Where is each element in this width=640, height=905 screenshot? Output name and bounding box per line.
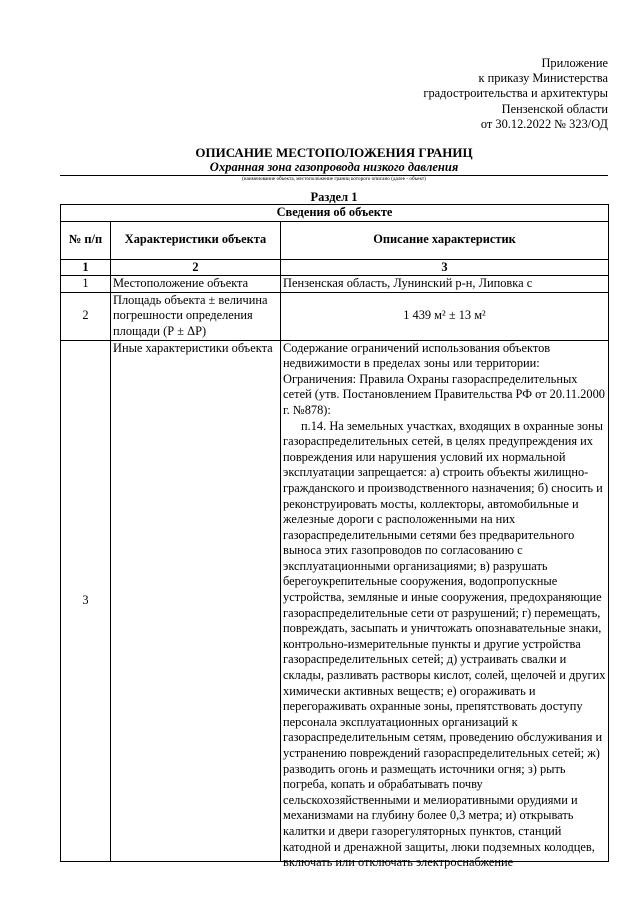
row-characteristic: Площадь объекта ± величина погрешности определения площади (Р ± ΔР) [111, 292, 281, 340]
table-header-row [61, 221, 609, 259]
appendix-line: Приложение [541, 56, 608, 70]
table-row [61, 276, 609, 293]
row-description: Пензенская область, Лунинский р-н, Липовка с [281, 276, 609, 293]
document-title: ОПИСАНИЕ МЕСТОПОЛОЖЕНИЯ ГРАНИЦ [195, 145, 473, 160]
column-number: 3 [281, 259, 609, 276]
object-name-caption: (наименование объекта, местоположение границ которого описано (далее - объект) [242, 176, 426, 182]
row-description [281, 340, 609, 870]
row-description: 1 439 м² ± 13 м² [281, 292, 609, 340]
row-number: 3 [61, 340, 111, 861]
appendix-date-line: от 30.12.2022 № 323/ОД [480, 116, 608, 131]
table-row [61, 292, 609, 340]
document-heading [60, 145, 608, 183]
appendix-line: к приказу Министерства [478, 71, 608, 86]
row-characteristic: Иные характеристики объекта [111, 340, 281, 861]
column-number: 2 [111, 259, 281, 276]
restrictions-intro: Содержание ограничений использования объектов недвижимости в пределах зоны или территории: Ограничения: Правила Охраны газораспределительных сетей (утв. Постановлением Правительства РФ от 20.11.2000 г. №878): [283, 340, 605, 417]
table-caption-row [61, 205, 609, 222]
row-number: 2 [61, 292, 111, 340]
object-name: Охранная зона газопровода низкого давления [209, 160, 459, 174]
header-characteristic: Характеристики объекта [111, 221, 281, 259]
header-description: Описание характеристик [281, 221, 609, 259]
table-row [61, 340, 609, 861]
table-caption: Сведения об объекте [61, 205, 609, 222]
column-number: 1 [61, 259, 111, 276]
restrictions-list: п.14. На земельных участках, входящих в охранные зоны газораспределительных сетей, в целях предупреждения их повреждения или нарушения условий их нормальной эксплуатации запрещается: а) строить объекты жилищно-гражданского и производственного назначения; б) сносить и реконструировать мосты, коллекторы, автомобильные и железные дороги с расположенными на них газораспределительными сетями без предварительного выноса этих газопроводов по согласованию с эксплуатационными организациями; в) разрушать берегоукрепительные сооружения, водопропускные устройства, земляные и иные сооружения, предохраняющие газораспределительные сети от разрушений; г) перемещать, повреждать, засыпать и уничтожать опознавательные знаки, контрольно-измерительные пункты и другие устройства газораспределительных сетей; д) устраивать свалки и склады, разливать растворы кислот, солей, щелочей и других химически активных веществ; е) огораживать и перегораживать охранные зоны, препятствовать доступу персонала эксплуатационных организаций к газораспределительным сетям, проведению обслуживания и устранению повреждений газораспределительных сетей; ж) разводить огонь и размещать источники огня; з) рыть погреба, копать и обрабатывать почву сельскохозяйственными и мелиоративными орудиями и механизмами на глубину более 0,3 метра; и) открывать калитки и двери газорегуляторных пунктов, станций катодной и дренажной защиты, люки подземных колодцев, включать или отключать электроснабжение [283, 418, 606, 870]
appendix-block [308, 56, 608, 132]
appendix-line: градостроительства и архитектуры [423, 86, 608, 101]
row-number: 1 [61, 276, 111, 293]
column-number-row [61, 259, 609, 276]
object-info-table [60, 204, 609, 870]
restrictions-text [283, 340, 606, 870]
row-characteristic: Местоположение объекта [111, 276, 281, 293]
section-title: Раздел 1 [310, 190, 358, 204]
appendix-line: Пензенской области [501, 101, 608, 116]
header-number: № п/п [61, 221, 111, 259]
